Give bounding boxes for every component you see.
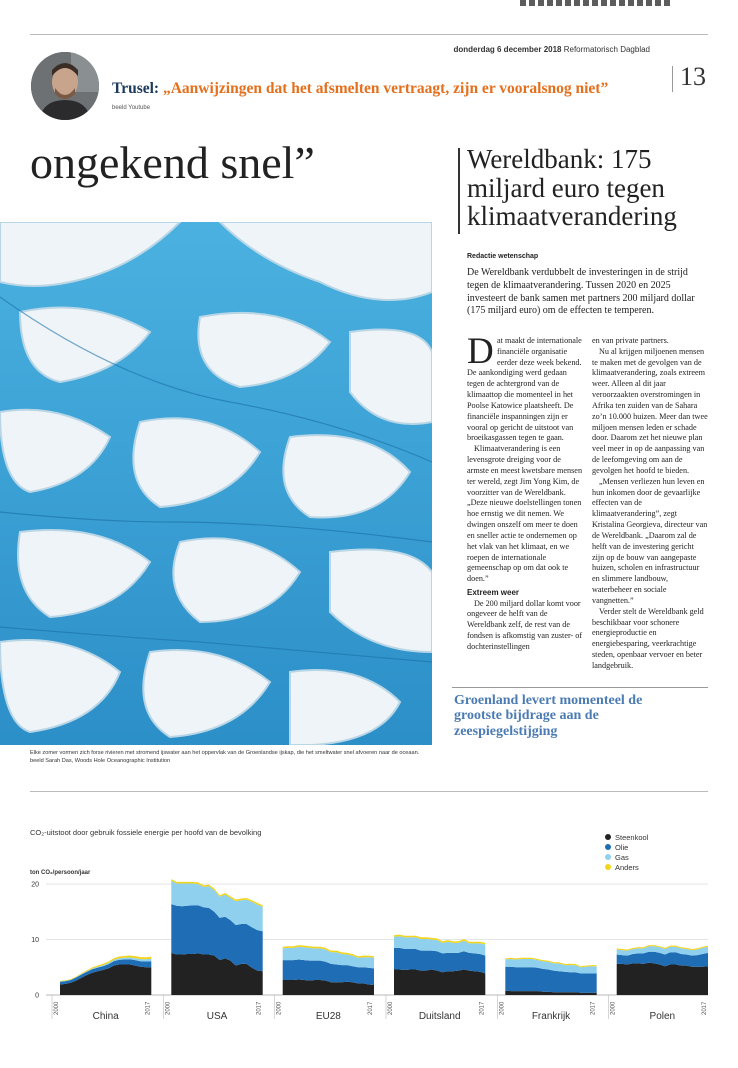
year-label: 2000 [165,1001,172,1015]
panel-label: Duitsland [418,1011,461,1022]
year-label: 2017 [256,1001,263,1015]
legend-label: Steenkool [615,833,649,842]
quote-text: „Aanwijzingen dat het afsmelten vertraagt, zijn er vooralsnog niet” [162,80,609,97]
paragraph-text: at maakt de internationale financiële organisatie eerder deze week bekend. De aankondiging werd gedaan tegen de achtergrond van de klimaattop die momenteel in het Poolse Katowice plaatsheeft. De financiële inspanningen zijn er vooral op gericht de uitstoot van broeikasgassen tegen te gaan. [467,336,582,443]
year-label: 2017 [368,1001,374,1015]
masthead-fragment [520,0,670,6]
panel-label: China [92,1011,119,1022]
header-rule [30,34,708,35]
drop-cap: D [467,331,494,372]
date: donderdag 6 december 2018 [453,45,562,54]
co2-chart [0,830,738,1035]
chart-separator [30,791,708,792]
byline: Redactie wetenschap [467,253,539,260]
chart-title: CO₂-uitstoot door gebruik fossiele energie per hoofd van de bevolking [30,828,262,837]
legend-swatch [605,864,611,870]
page-number: 13 [680,62,706,91]
photo-credit: beeld Youtube [112,105,151,111]
legend-swatch [605,834,611,840]
year-label: 2000 [54,1001,60,1015]
paragraph: Klimaatverandering is een levensgrote dreiging voor de armste en meest kwetsbare mensen ter wereld, zegt Jim Yong Kim, de voorzitter van de Wereldbank. „Deze nieuwe doelstellingen tonen hoe ernstig we dit nemen. We dwingen onszelf om meer te doen en sneller actie te ondernemen op het vlak van het klimaat, en we roepen de internationale gemeenschap op om dat ook te doen.” [467,444,583,584]
y-axis-label: ton CO₂/persoon/jaar [30,870,91,876]
paragraph [467,331,583,444]
pullquote-rule [452,687,708,688]
year-label: 2017 [590,1001,597,1015]
pullquote: Groenland levert momenteel de grootste bijdrage aan de zeespiegelstijging [454,693,643,739]
paragraph: „Mensen verliezen hun leven en hun inkomen door de gevaarlijke effecten van de klimaatverandering”, zegt Kristalina Georgieva, directeur van de Wereldbank. „Daarom zal de helft van de investering gericht zijn op de bouw van aangepaste huizen, scholen en infrastructuur en slimmere landbouw, waterbeheer en sociale vangnetten.” [592,476,708,605]
ice-image [0,222,432,745]
legend-swatch [605,854,611,860]
year-label: 2000 [276,1001,283,1015]
y-tick-label: 20 [31,881,39,889]
quote-speaker: Trusel: [112,80,160,97]
photo-caption: Elke zomer vormen zich forse rivieren met stromend ijswater aan het oppervlak van de Groenlandse ijskap, die het smeltwater snel afvoeren naar de oceaan. beeld Sarah Das, Woods Hole Oceanographic Institution [30,750,420,765]
article-lead: De Wereldbank verdubbelt de investeringen in de strijd tegen de klimaatverandering. Tussen 2020 en 2025 investeert de bank samen met partners 200 miljard dollar (175 miljard euro) om de effecten te temperen. [467,267,695,317]
y-tick-label: 10 [31,937,39,945]
dateline [453,45,650,54]
area-series-steenkool-polen [617,963,708,995]
subhead: Extreem weer [467,588,520,598]
y-tick-label: 0 [35,992,39,1000]
page-number-rule [672,66,673,92]
avatar [31,52,99,120]
article-column-1 [467,331,583,653]
panel-label: Frankrijk [531,1011,571,1022]
year-label: 2000 [388,1001,394,1015]
year-label: 2000 [499,1001,506,1015]
panel-label: EU28 [315,1011,341,1022]
paper-name: Reformatorisch Dagblad [563,45,650,54]
legend-swatch [605,844,611,850]
year-label: 2017 [145,1001,152,1015]
panel-label: Polen [649,1011,676,1022]
legend-label: Olie [615,843,629,852]
paragraph: Verder stelt de Wereldbank geld beschikbaar voor schonere energieproductie en energiebesparing, veerkrachtige steden, openbaar vervoer en beter landgebruik. [592,606,704,670]
feature-headline: ongekend snel” [30,137,315,188]
paragraph: en van private partners. [592,336,669,345]
year-label: 2017 [479,1001,486,1015]
paragraph: De 200 miljard dollar komt voor ongeveer de helft van de Wereldbank zelf, de rest van de fondsen is afkomstig van zuster- of dochterinstellingen [467,598,583,651]
article-title-rule [458,148,460,234]
paragraph: Nu al krijgen miljoenen mensen te maken met de gevolgen van de klimaatverandering, zoals extreem weer. Alleen al dit jaar veroorzaakten overstromingen in Afrika ten zuiden van de Sahara zo’n 10.000 huizen. Meer dan twee miljoen mensen leden er schade door. Daarom zet het nieuwe plan veel meer in op de aanpassing van de leefomgeving om aan de gevolgen het hoofd te bieden. [592,346,708,475]
year-label: 2017 [702,1001,708,1015]
year-label: 2000 [610,1001,617,1015]
pull-quote-line [112,80,608,98]
legend-label: Gas [615,853,629,862]
panel-label: USA [206,1011,228,1022]
article-title: Wereldbank: 175 miljard euro tegen klimaatverandering [467,144,677,232]
legend-label: Anders [615,863,639,872]
portrait-image [31,52,99,120]
article-column-2 [592,336,708,672]
area-series-steenkool-duitsland [394,970,485,996]
greenland-ice-photo [0,222,432,745]
